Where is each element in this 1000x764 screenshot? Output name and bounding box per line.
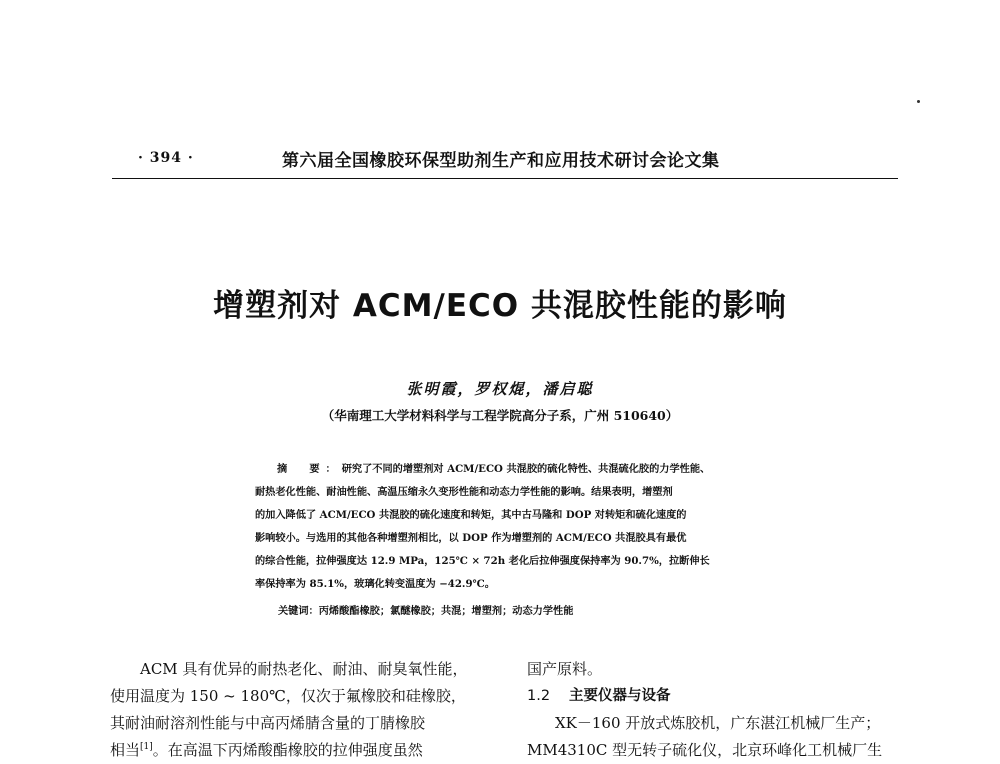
body-line-text: XK－160 开放式炼胶机，广东湛江机械厂生产； [555, 714, 881, 732]
abstract-line: 的综合性能，拉伸强度达 12.9 MPa，125℃ × 72h 老化后拉伸强度保持率为 90.7%，拉断伸长 [255, 555, 710, 567]
paper-title: 增塑剂对 ACM/ECO 共混胶性能的影响 [213, 288, 787, 324]
running-header-title: 第六届全国橡胶环保型助剂生产和应用技术研讨会论文集 [282, 151, 720, 171]
body-line [527, 710, 912, 737]
stray-mark [917, 100, 920, 103]
abstract-line: 影响较小。与选用的其他各种增塑剂相比，以 DOP 作为增塑剂的 ACM/ECO 共混胶具有最优 [255, 532, 687, 544]
citation-ref[interactable]: [1] [140, 742, 153, 752]
header-divider [112, 178, 898, 179]
body-line [110, 656, 493, 683]
page-number: · 394 · [138, 150, 194, 166]
paper-authors: 张明霞，罗权焜，潘启聪 [406, 380, 594, 398]
abstract-line: 的加入降低了 ACM/ECO 共混胶的硫化速度和转矩，其中古马隆和 DOP 对转矩和硫化速度的 [255, 509, 687, 521]
abstract-label: 摘 要： [277, 463, 342, 475]
abstract-line [255, 458, 767, 481]
body-column-left [110, 656, 493, 764]
abstract [255, 458, 767, 596]
body-line: 其耐油耐溶剂性能与中高丙烯腈含量的丁腈橡胶 [110, 714, 426, 732]
section-heading [527, 683, 912, 710]
abstract-line-text: 研究了不同的增塑剂对 ACM/ECO 共混胶的硫化特性、共混硫化胶的力学性能、 [341, 463, 711, 475]
body-line: 国产原料。 [527, 660, 603, 678]
body-line-text: 相当 [110, 741, 141, 759]
body-line-text: 。在高温下丙烯酸酯橡胶的拉伸强度虽然 [152, 741, 423, 759]
body-line: MM4310C 型无转子硫化仪，北京环峰化工机械厂生 [527, 741, 883, 759]
section-title: 主要仪器与设备 [569, 688, 671, 704]
section-number: 1.2 [527, 688, 551, 704]
body-line-text: ACM 具有优异的耐热老化、耐油、耐臭氧性能， [140, 660, 468, 678]
keywords: 关键词：丙烯酸酯橡胶；氯醚橡胶；共混；增塑剂；动态力学性能 [278, 605, 574, 617]
paper-affiliation: （华南理工大学材料科学与工程学院高分子系，广州 510640） [321, 408, 679, 423]
abstract-line: 耐热老化性能、耐油性能、高温压缩永久变形性能和动态力学性能的影响。结果表明，增塑剂 [255, 486, 673, 498]
body-column-right [527, 656, 912, 764]
body-line: 使用温度为 150 ~ 180℃，仅次于氟橡胶和硅橡胶， [110, 687, 466, 705]
abstract-line: 率保持率为 85.1%，玻璃化转变温度为 −42.9℃。 [255, 578, 495, 590]
